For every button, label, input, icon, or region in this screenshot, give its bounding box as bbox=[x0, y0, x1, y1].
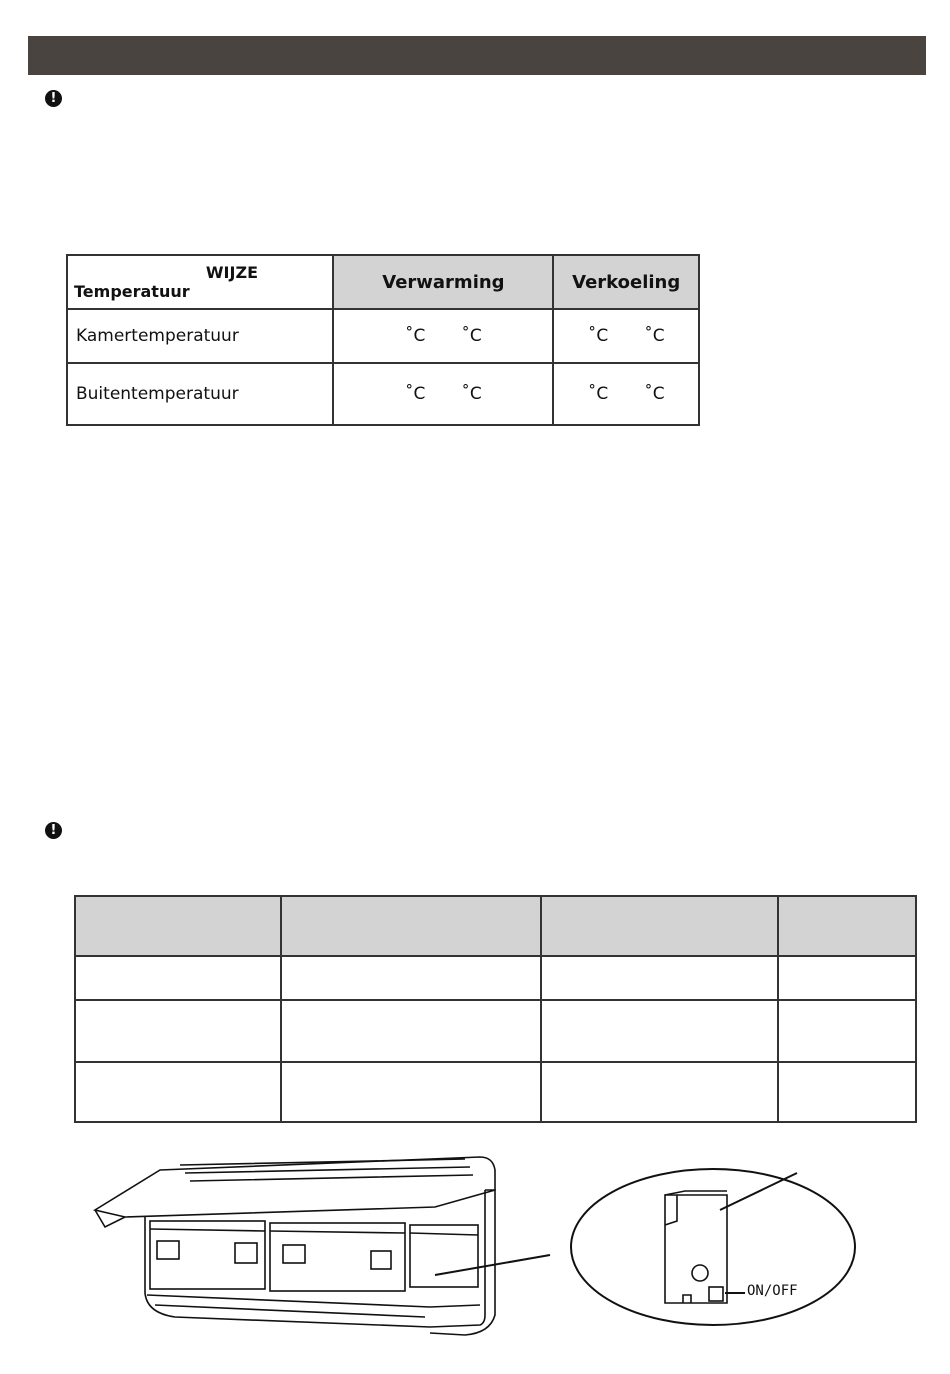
section-header-bar bbox=[28, 36, 926, 75]
table-row bbox=[67, 363, 699, 425]
caution-icon: ! bbox=[45, 822, 62, 839]
degree-unit: ˚C bbox=[405, 384, 426, 404]
degree-unit: ˚C bbox=[461, 384, 482, 404]
temperature-header: Temperatuur bbox=[74, 282, 190, 301]
degree-unit: ˚C bbox=[405, 326, 426, 346]
table-header-cell bbox=[778, 896, 916, 956]
operating-temperature-table bbox=[66, 254, 700, 426]
caution-icon: ! bbox=[45, 90, 62, 107]
mode-header: WIJZE bbox=[205, 263, 258, 282]
detail-callout-ellipse bbox=[565, 1165, 865, 1330]
row-label-outdoor: Buitentemperatuur bbox=[67, 363, 333, 425]
row-label-room: Kamertemperatuur bbox=[67, 309, 333, 363]
cooling-header: Verkoeling bbox=[553, 255, 699, 309]
degree-unit: ˚C bbox=[461, 326, 482, 346]
heating-range-cell bbox=[333, 309, 553, 363]
degree-unit: ˚C bbox=[644, 384, 665, 404]
cooling-range-cell bbox=[553, 309, 699, 363]
on-off-switch-label: ON/OFF bbox=[747, 1283, 798, 1299]
table-row bbox=[75, 1062, 916, 1122]
table-header-cell bbox=[75, 896, 281, 956]
degree-unit: ˚C bbox=[587, 326, 609, 346]
table-header-cell bbox=[541, 896, 778, 956]
empty-spec-table bbox=[74, 895, 917, 1123]
heating-range-cell bbox=[333, 363, 553, 425]
degree-unit: ˚C bbox=[644, 326, 665, 346]
indoor-unit-illustration bbox=[85, 1145, 565, 1345]
table-row bbox=[67, 309, 699, 363]
table-row bbox=[75, 956, 916, 1000]
table-header-cell bbox=[281, 896, 541, 956]
cooling-range-cell bbox=[553, 363, 699, 425]
heating-header: Verwarming bbox=[333, 255, 553, 309]
table-row bbox=[75, 1000, 916, 1062]
degree-unit: ˚C bbox=[587, 384, 609, 404]
table-corner-cell bbox=[67, 255, 333, 309]
